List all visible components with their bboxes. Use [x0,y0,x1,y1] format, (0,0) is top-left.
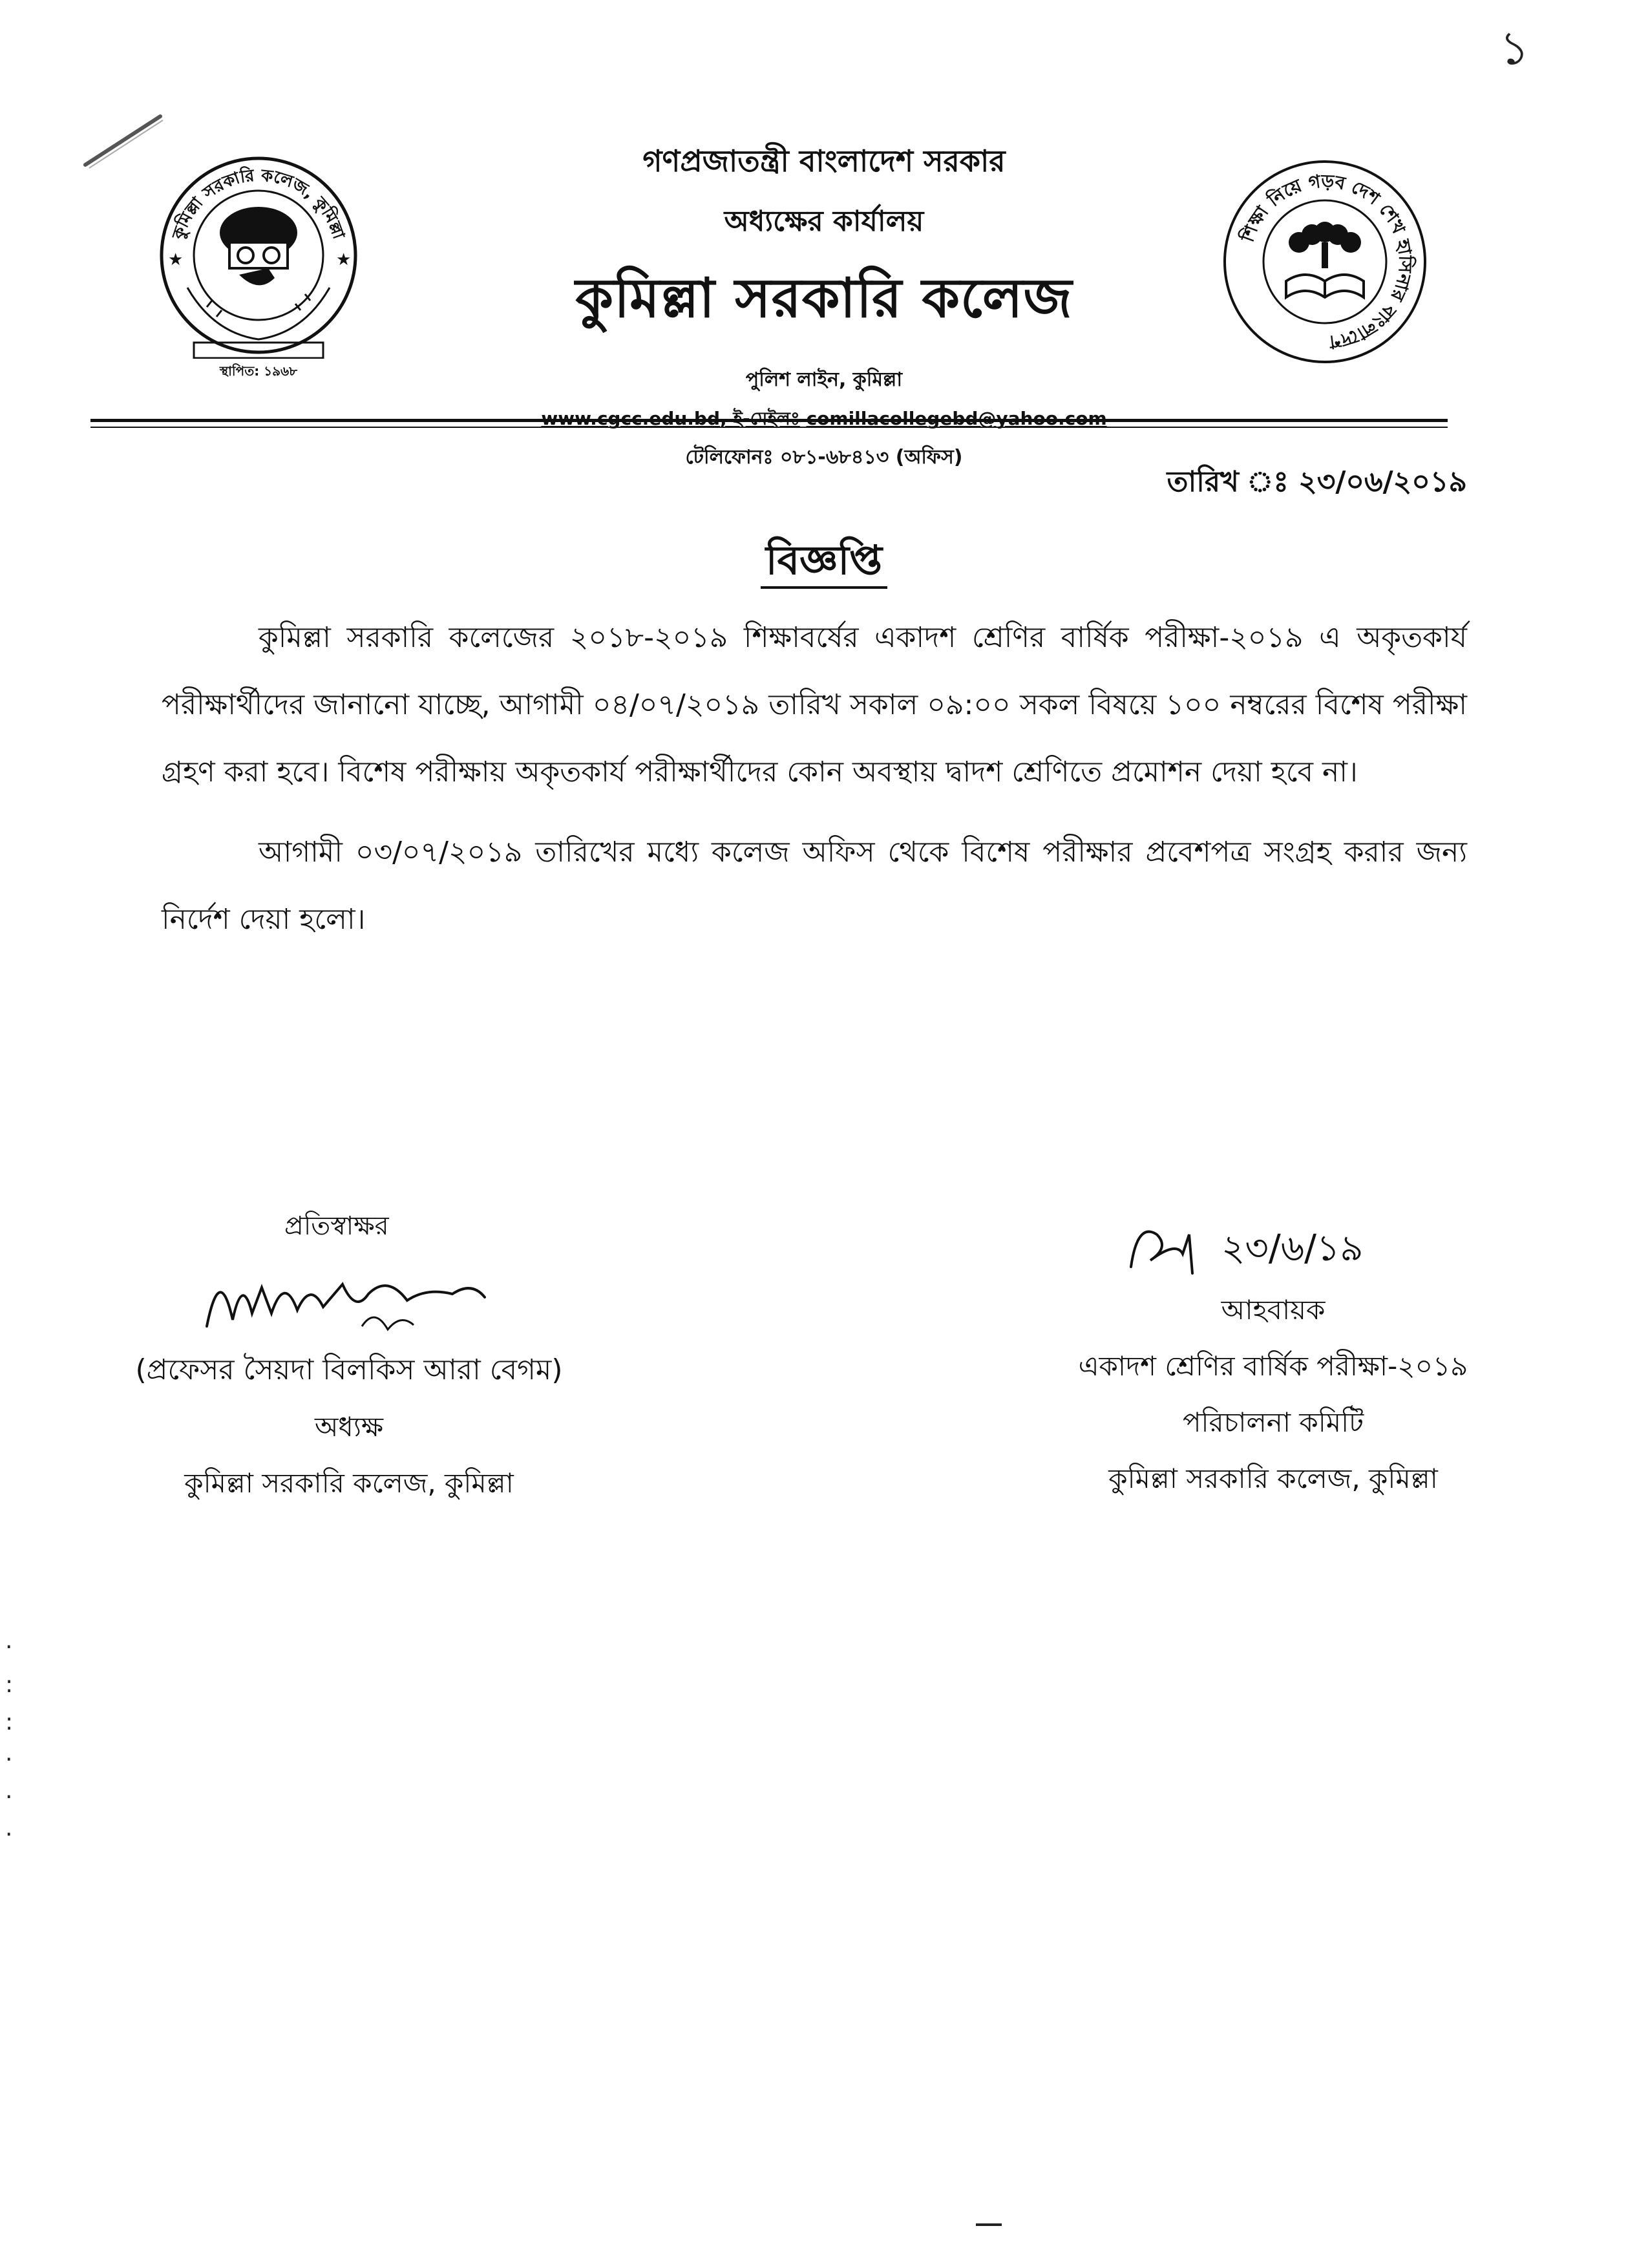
bottom-scan-mark [976,2223,1002,2226]
government-title: গণপ্রজাতন্ত্রী বাংলাদেশ সরকার [642,143,1006,178]
notice-paragraph-2: আগামী ০৩/০৭/২০১৯ তারিখের মধ্যে কলেজ অফিস থেকে বিশেষ পরীক্ষার প্রবেশপত্র সংগ্রহ করার জন্য নির্দেশ দেয়া হলো। [162,836,1467,936]
countersign-label: প্রতিস্বাক্ষর [284,1211,389,1241]
notice-paragraph-1: কুমিল্লা সরকারি কলেজের ২০১৮-২০১৯ শিক্ষাবর্ষের একাদশ শ্রেণির বার্ষিক পরীক্ষা-২০১৯ এ অকৃতকার্য পরীক্ষার্থীদের জানানো যাচ্ছে, আগামী ০৪/০৭/২০১৯ তারিখ সকাল ০৯:০০ সকল বিষয়ে ১০০ নম্বরের বিশেষ পরীক্ষা গ্রহণ করা হবে। বিশেষ পরীক্ষায় অকৃতকার্য পরীক্ষার্থীদের কোন অবস্থায় দ্বাদশ শ্রেণিতে প্রমোশন দেয়া হবে না। [162,621,1467,789]
convener-handwritten-signature [1105,1209,1441,1286]
notice-body [162,604,1467,953]
phone-line: টেলিফোনঃ ০৮১-৬৮৪১৩ (অফিস) [685,446,963,469]
svg-text:★: ★ [336,250,352,270]
principal-signature-block [103,1205,595,1508]
notice-title [0,530,1648,597]
letterhead [388,132,1260,474]
slogan-ring-text: শিক্ষা নিয়ে গড়ব দেশ শেখ হাসিনার বাংলাদেশ [1236,170,1417,353]
office-title: অধ্যক্ষের কার্যালয় [724,205,924,238]
page-number-mark: ১ [1499,21,1530,75]
emblem-ring-text: কুমিল্লা সরকারি কলেজ, কুমিল্লা [169,165,348,242]
established-caption: স্থাপিত: ১৯৬৮ [219,363,298,379]
header-divider-thin [90,427,1448,428]
convener-signature-block [1008,1209,1538,1503]
margin-scan-marks: · : : · · · [5,1634,14,1848]
committee-line-1: একাদশ শ্রেণির বার্ষিক পরীক্ষা-২০১৯ [1078,1350,1468,1382]
college-emblem-logo [142,145,375,378]
committee-institution: কুমিল্লা সরকারি কলেজ, কুমিল্লা [1108,1463,1438,1494]
committee-line-2: পরিচালনা কমিটি [1183,1406,1364,1438]
principal-handwritten-signature [181,1249,517,1346]
header-divider-thick [90,419,1448,422]
college-name: কুমিল্লা সরকারি কলেজ [575,266,1073,330]
college-emblem-icon [142,145,375,359]
convener-role: আহবায়ক [1221,1294,1326,1326]
notice-title-text: বিজ্ঞপ্তি [761,536,887,589]
notice-date: তারিখ ঃ ২৩/০৬/২০১৯ [1167,465,1467,498]
college-address: পুলিশ লাইন, কুমিল্লা [745,368,903,391]
svg-text:★: ★ [168,250,184,270]
principal-name: (প্রফেসর সৈয়দা বিলকিস আরা বেগম) [135,1353,563,1386]
principal-institution: কুমিল্লা সরকারি কলেজ, কুমিল্লা [184,1467,514,1499]
principal-designation: অধ্যক্ষ [314,1411,384,1443]
handwritten-date: ২৩/৬/১৯ [1221,1227,1364,1269]
